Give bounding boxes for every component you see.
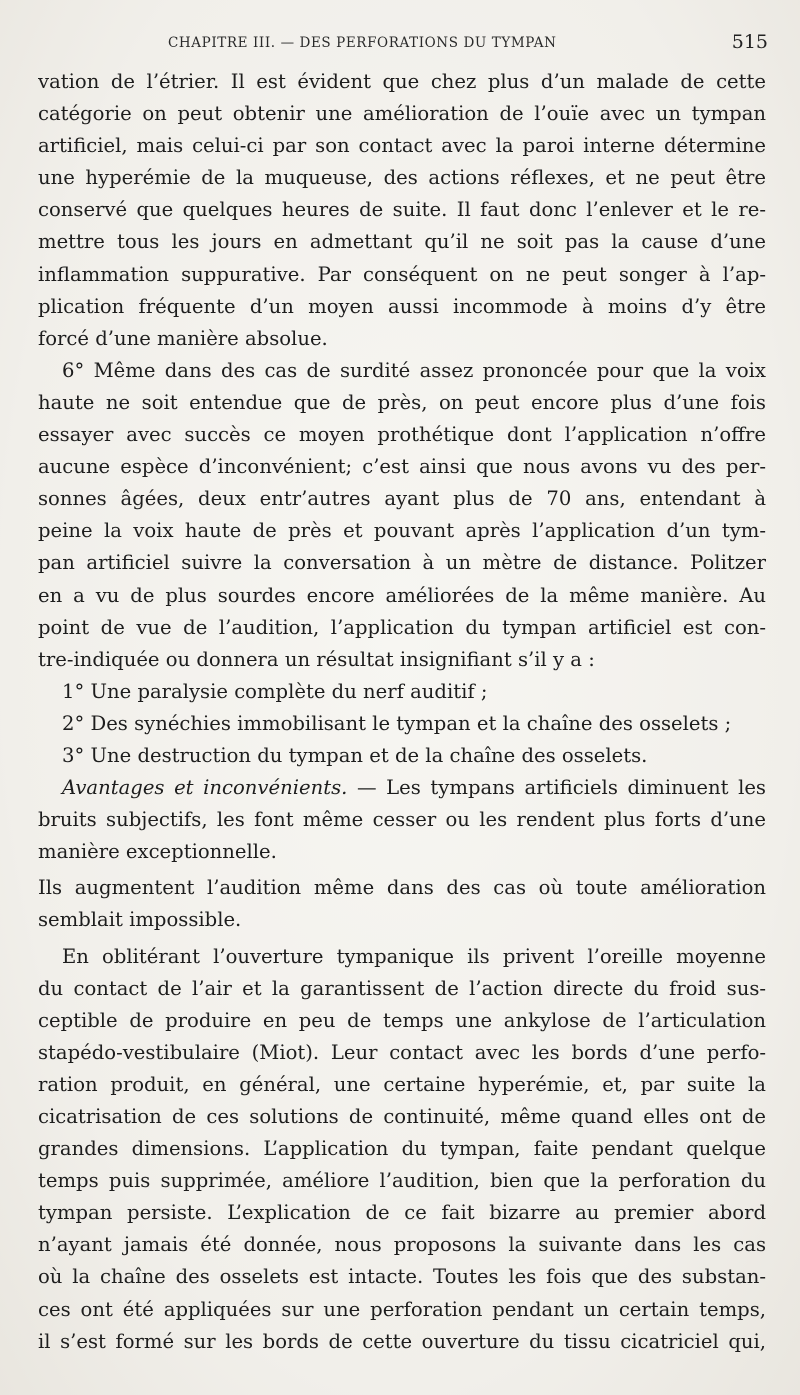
text-line: sonnes âgées, deux entr’autres ayant plus de 70 ans, entendant à <box>38 487 766 511</box>
text-line: grandes dimensions. L’application du tympan, faite pendant quelque <box>38 1137 766 1161</box>
paragraph-avantages <box>38 772 766 868</box>
text-line: peine la voix haute de près et pouvant après l’application d’un tym- <box>38 519 766 543</box>
text-line: catégorie on peut obtenir une amélioration de l’ouïe avec un tympan <box>38 102 766 126</box>
page-header <box>0 33 800 57</box>
text-line: n’ayant jamais été donnée, nous proposons la suivante dans les cas <box>38 1233 766 1257</box>
paragraph-etrier <box>38 66 766 355</box>
text-line: Ils augmentent l’audition même dans des cas où toute amélioration <box>38 876 766 900</box>
text-line: tympan persiste. L’explication de ce fait bizarre au premier abord <box>38 1201 766 1225</box>
text-fragment: — Les tympans artificiels diminuent les <box>347 776 766 800</box>
text-line: tre-indiquée ou donnera un résultat insignifiant s’il y a : <box>38 647 595 671</box>
text-line: il s’est formé sur les bords de cette ouverture du tissu cicatriciel qui, <box>38 1329 766 1353</box>
running-head: CHAPITRE III. — DES PERFORATIONS DU TYMPAN <box>168 35 557 51</box>
list-item: 1° Une paralysie complète du nerf auditif ; <box>62 679 488 703</box>
text-line: bruits subjectifs, les font même cesser ou les rendent plus forts d’une <box>38 808 766 832</box>
text-line: du contact de l’air et la garantissent de l’action directe du froid sus- <box>38 976 766 1000</box>
text-line: pan artificiel suivre la conversation à un mètre de distance. Politzer <box>38 551 766 575</box>
text-line: stapédo-vestibulaire (Miot). Leur contact avec les bords d’une perfo- <box>38 1040 766 1064</box>
text-line <box>38 772 766 804</box>
text-line: aucune espèce d’inconvénient; c’est ainsi que nous avons vu des per- <box>38 455 766 479</box>
paragraph-obliterant <box>38 941 766 1358</box>
list-item: 2° Des synéchies immobilisant le tympan et la chaîne des osselets ; <box>62 711 732 735</box>
text-line: 6° Même dans des cas de surdité assez prononcée pour que la voix <box>62 358 766 382</box>
text-line: temps puis supprimée, améliore l’audition, bien que la perforation du <box>38 1169 766 1193</box>
text-line: point de vue de l’audition, l’application du tympan artificiel est con- <box>38 615 766 639</box>
list-item: 3° Une destruction du tympan et de la chaîne des osselets. <box>62 743 648 767</box>
contraindication-list <box>38 676 766 772</box>
text-line: conservé que quelques heures de suite. Il faut donc l’enlever et le re- <box>38 198 766 222</box>
body-text <box>38 66 766 1358</box>
page-number: 515 <box>731 31 768 53</box>
text-line: mettre tous les jours en admettant qu’il ne soit pas la cause d’une <box>38 230 766 254</box>
paragraph-audition <box>38 872 766 936</box>
text-line: en a vu de plus sourdes encore améliorées de la même manière. Au <box>38 583 766 607</box>
text-line: forcé d’une manière absolue. <box>38 326 328 350</box>
text-line: ceptible de produire en peu de temps une ankylose de l’articulation <box>38 1008 766 1032</box>
paragraph-surdite <box>38 355 766 676</box>
text-line: En oblitérant l’ouverture tympanique ils privent l’oreille moyenne <box>62 944 766 968</box>
text-line: vation de l’étrier. Il est évident que chez plus d’un malade de cette <box>38 70 766 93</box>
text-line: ration produit, en général, une certaine hyperémie, et, par suite la <box>38 1072 766 1096</box>
text-line: manière exceptionnelle. <box>38 840 277 864</box>
section-heading-avantages: Avantages et inconvénients. <box>62 776 348 800</box>
text-line: cicatrisation de ces solutions de continuité, même quand elles ont de <box>38 1105 766 1128</box>
text-line: ces ont été appliquées sur une perforation pendant un certain temps, <box>38 1297 766 1321</box>
text-line: haute ne soit entendue que de près, on peut encore plus d’une fois <box>38 390 766 414</box>
text-line: plication fréquente d’un moyen aussi incommode à moins d’y être <box>38 294 766 318</box>
text-line: inflammation suppurative. Par conséquent on ne peut songer à l’ap- <box>38 262 766 286</box>
text-line: semblait impossible. <box>38 908 242 932</box>
text-line: artificiel, mais celui-ci par son contact avec la paroi interne détermine <box>38 134 766 158</box>
text-line: où la chaîne des osselets est intacte. Toutes les fois que des substan- <box>38 1265 766 1289</box>
text-line: essayer avec succès ce moyen prothétique dont l’application n’offre <box>38 423 766 447</box>
text-line: une hyperémie de la muqueuse, des actions réflexes, et ne peut être <box>38 166 766 190</box>
